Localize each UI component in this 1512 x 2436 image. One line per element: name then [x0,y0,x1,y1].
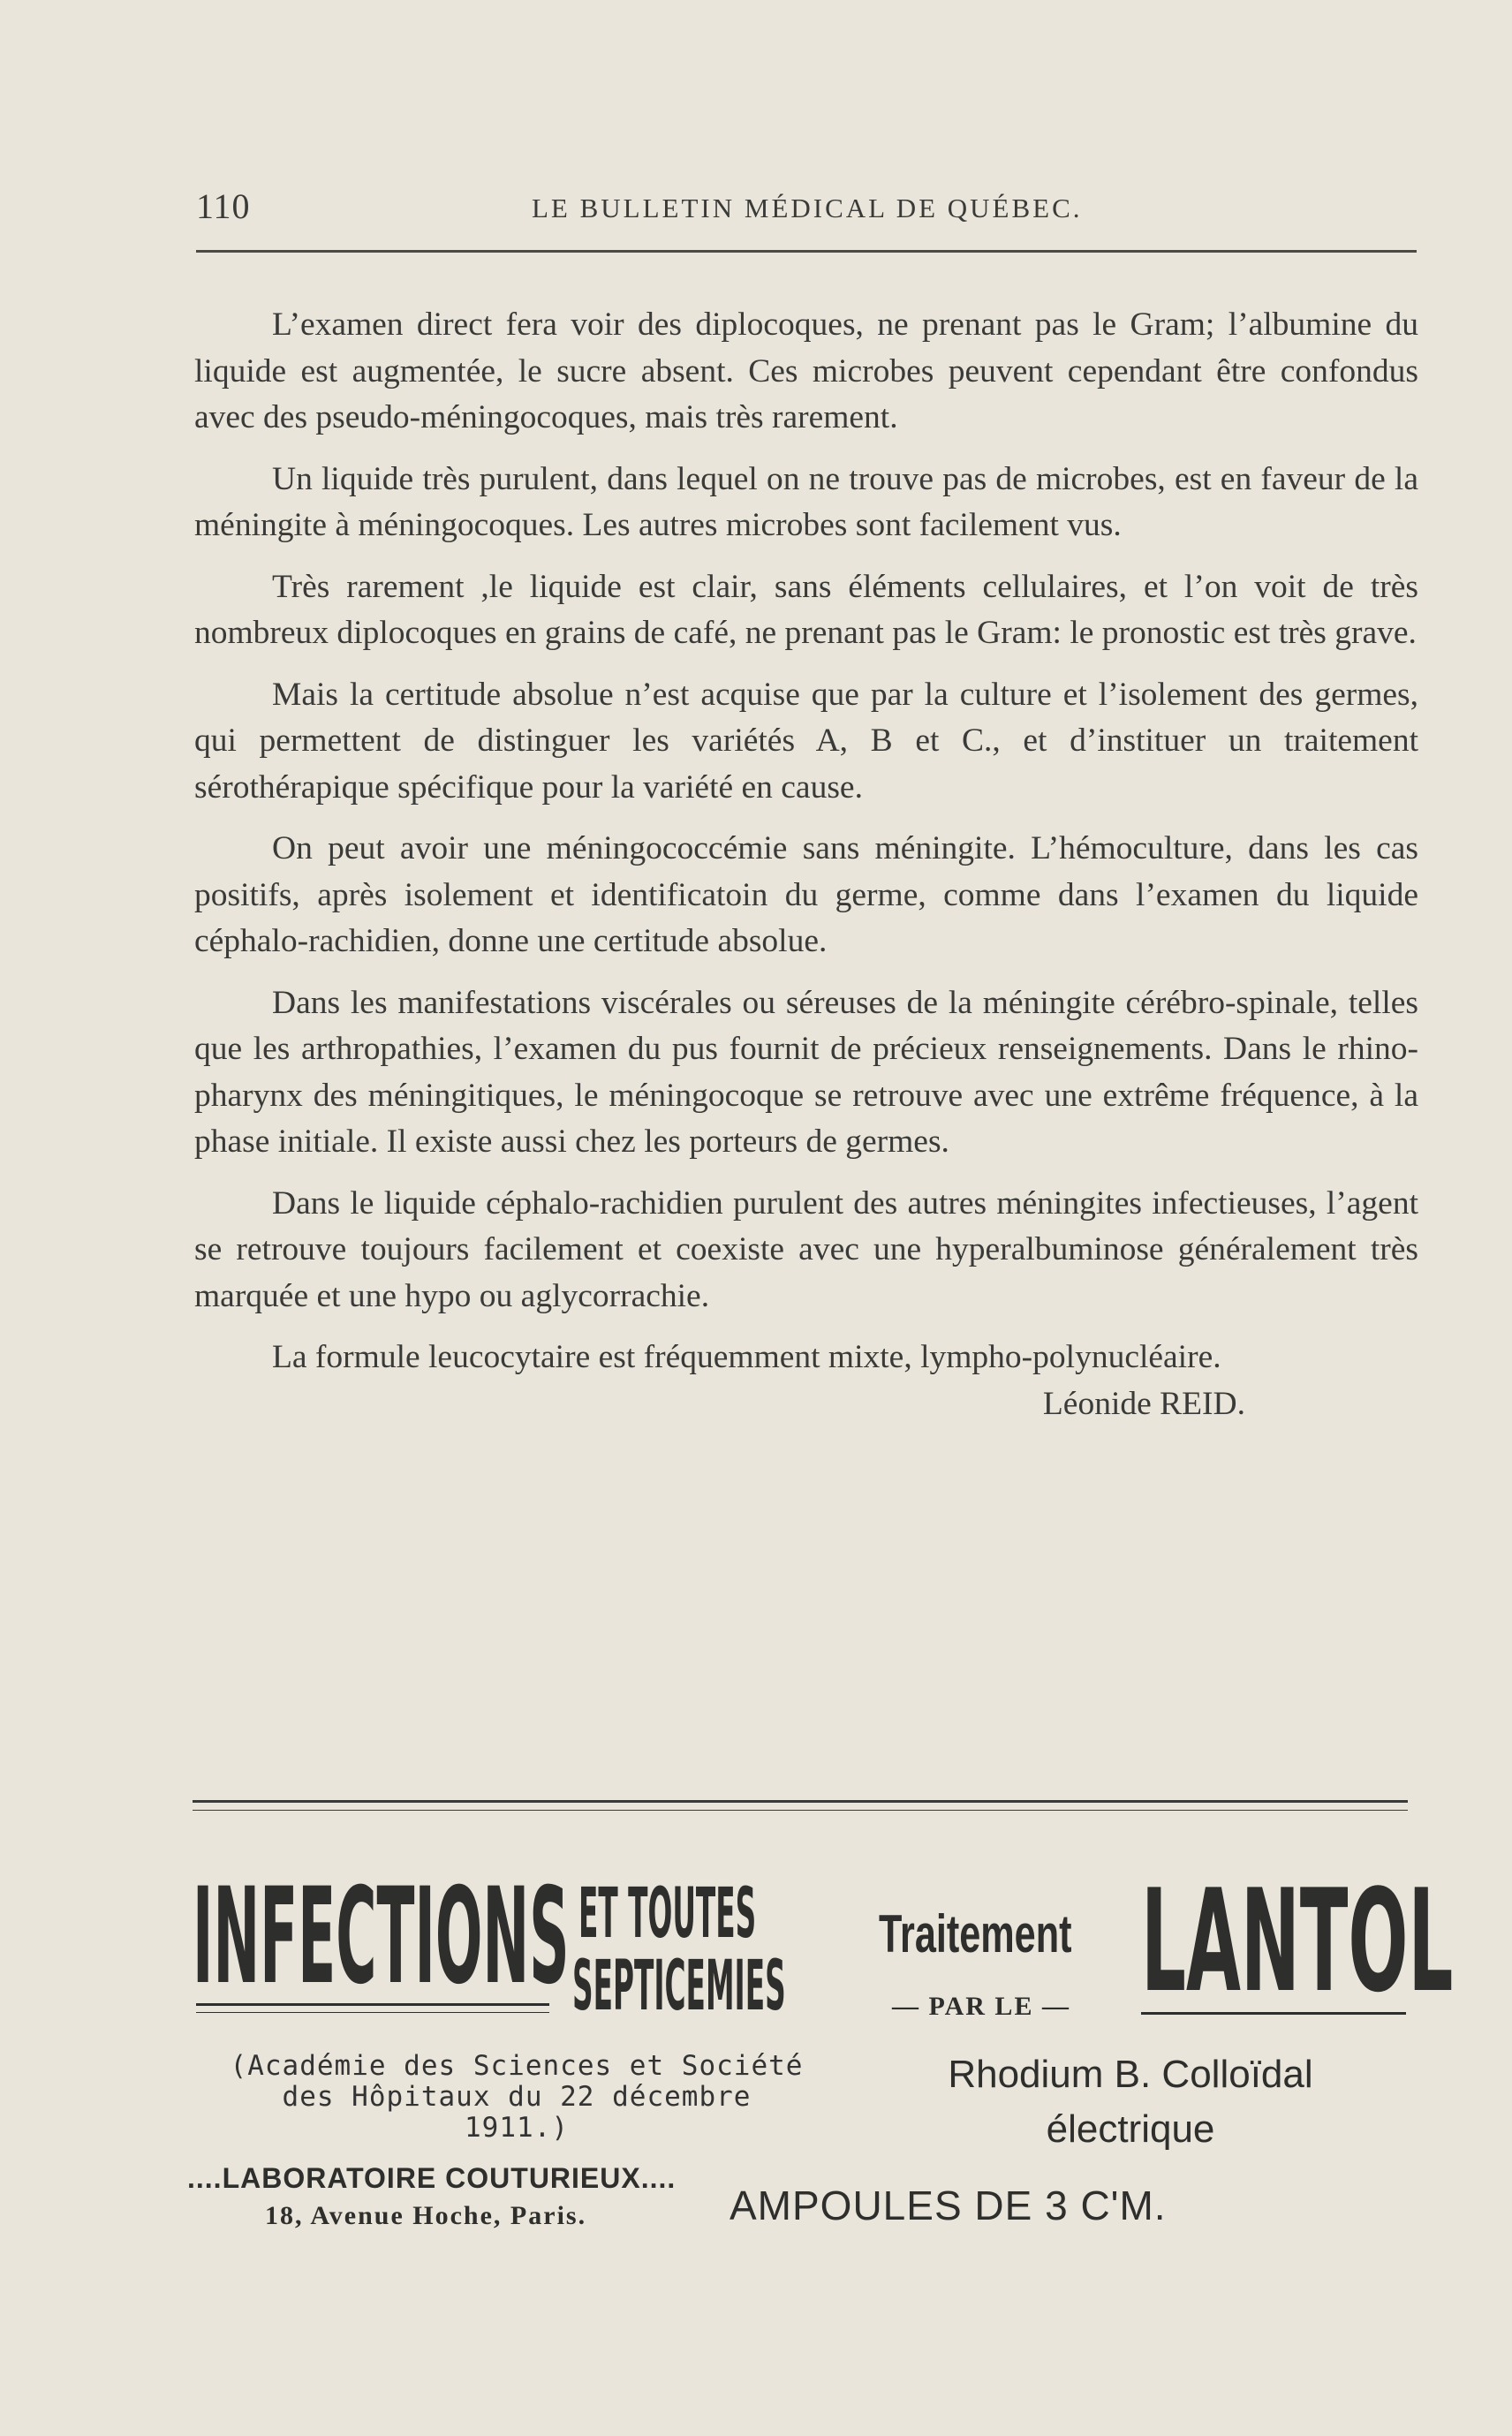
ad-address: 18, Avenue Hoche, Paris. [265,2201,587,2230]
ad-treatment-label: Traitement [879,1904,1072,1963]
ad-underline-thin [196,2012,549,2013]
ad-academie-line: 1911.) [465,2112,569,2144]
ad-product-line: électrique [1046,2107,1215,2151]
paragraph: Un liquide très purulent, dans lequel on ne trouve pas de microbes, est en faveur de la méningite à méningocoques. Les autres microbes sont facilement vus. [194,460,1418,543]
ad-product-line: Rhodium B. Colloïdal [948,2053,1313,2096]
paragraph: Très rarement ,le liquide est clair, sans éléments cellulaires, et l’on voit de très nombreux diplocoques en grains de café, ne prenant pas le Gram: le pronostic est très grave. [194,568,1418,651]
ad-par-le: — PAR LE — [892,1992,1070,2021]
page-header [196,185,1417,238]
ad-ampoules: AMPOULES DE 3 C'M. [730,2183,1167,2228]
advertisement-rule-thin [193,1810,1408,1811]
ad-headline-infections: INFECTIONS [193,1860,570,2014]
ad-academie-line: (Académie des Sciences et Société [230,2050,804,2082]
paragraph: On peut avoir une méningococcémie sans méningite. L’hémoculture, dans les cas positifs, après isolement et identificatoin du germe, comme dans l’examen du liquide céphalo-rachidien, donne une certitude absolue. [194,830,1418,959]
running-title: LE BULLETIN MÉDICAL DE QUÉBEC. [532,193,1083,223]
header-rule [196,250,1417,253]
author-signature: Léonide REID. [1042,1385,1245,1422]
ad-laboratory: ....LABORATOIRE COUTURIEUX.... [187,2162,677,2194]
ad-product-name: LANTOL [1141,1858,1454,2024]
paragraph: Dans le liquide céphalo-rachidien purulent des autres méningites infectieuses, l’agent se retrouve toujours facilement et coexiste avec une hyperalbuminose généralement très marquée et une hypo ou aglycorrachie. [194,1184,1418,1314]
ad-underline [196,2003,549,2006]
paragraph: Mais la certitude absolue n’est acquise que par la culture et l’isolement des germes, qui permettent de distinguer les variétés A, B et C., et d’instituer un traitement sérothérapique spécifique pour la variété en cause. [194,676,1418,806]
ad-product-underline [1141,2012,1406,2015]
ad-product-description [910,2047,1351,2157]
article-body [194,302,1418,1427]
ad-academie-note [230,2051,804,2144]
paragraph: La formule leucocytaire est fréquemment mixte, lympho-polynucléaire. [272,1339,1221,1375]
paragraph: Dans les manifestations viscérales ou séreuses de la méningite cérébro-spinale, telles que les arthropathies, l’examen du pus fournit de précieux renseignements. Dans le rhino-pharynx des méningitiques, le méningocoque se retrouve avec une extrême fréquence, à la phase initiale. Il existe aussi chez les porteurs de germes. [194,984,1418,1160]
advertisement-rule [193,1800,1408,1803]
page-number: 110 [196,186,251,226]
paragraph: L’examen direct fera voir des diplocoques, ne prenant pas le Gram; l’albumine du liquide est augmentée, le sucre absent. Ces microbes peuvent cependant être confondus avec des pseudo-méningocoques, mais très rarement. [194,306,1418,435]
ad-academie-line: des Hôpitaux du 22 décembre [282,2081,752,2113]
ad-headline-septicemies: SEPTICEMIES [572,1947,786,2026]
ad-headline-et-toutes: ET TOUTES [578,1874,757,1954]
